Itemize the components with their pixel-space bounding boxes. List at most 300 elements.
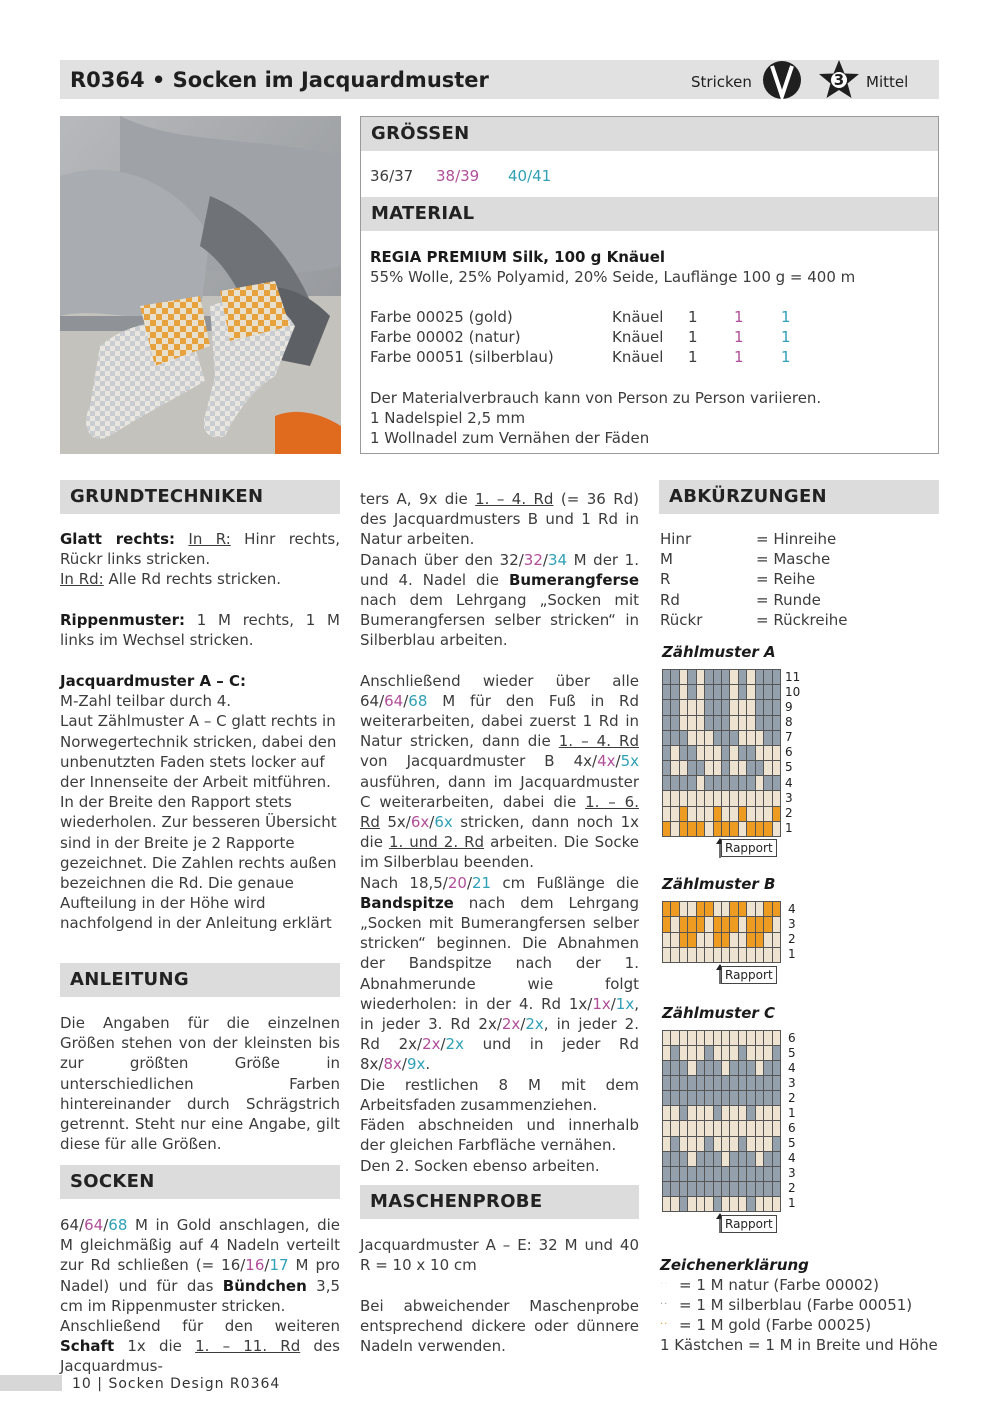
row-number: 2 (788, 1181, 796, 1195)
chart-cell-gold (697, 902, 704, 916)
chart-cell-natur (739, 700, 746, 714)
color-unit: Knäuel (612, 308, 664, 326)
chart-cell-gold (722, 822, 729, 836)
chart-cell-natur (730, 807, 737, 821)
chart-cell-natur (756, 1121, 763, 1135)
chart-cell-silberblau (764, 731, 771, 745)
chart-cell-natur (722, 807, 729, 821)
chart-cell-silberblau (747, 1182, 754, 1196)
chart-cell-gold (705, 902, 712, 916)
chart-cell-natur (680, 1137, 687, 1151)
chart-cell-natur (714, 902, 721, 916)
chart-cell-natur (773, 761, 780, 775)
maschenprobe-text-1: Jacquardmuster A – E: 32 M und 40 R = 10 x 10 cm (360, 1236, 639, 1275)
schaft-continued: ters A, 9x die 1. – 4. Rd (= 36 Rd) des Jacquardmusters B und 1 Rd in Natur arbeiten. (360, 490, 640, 549)
color-name: Farbe 00002 (natur) (370, 328, 521, 346)
chart-cell-silberblau (756, 685, 763, 699)
chart-cell-gold (730, 902, 737, 916)
material-note-2: 1 Nadelspiel 2,5 mm (370, 409, 526, 427)
row-number: 1 (788, 1106, 796, 1120)
chart-cell-natur (739, 822, 746, 836)
chart-cell-silberblau (764, 1182, 771, 1196)
chart-cell-natur (747, 1137, 754, 1151)
row-number: 5 (788, 1046, 796, 1060)
chart-cell-silberblau (773, 1167, 780, 1181)
chart-cell-silberblau (722, 685, 729, 699)
chart-cell-silberblau (705, 1046, 712, 1060)
rippenmuster-text (60, 610, 340, 650)
chart-cell-natur (688, 1106, 695, 1120)
anleitung-heading: ANLEITUNG (60, 963, 340, 997)
chart-cell-silberblau (705, 1137, 712, 1151)
chart-cell-silberblau (705, 776, 712, 790)
chart-cell-silberblau (730, 731, 737, 745)
chart-cell-natur (747, 716, 754, 730)
row-number: 4 (788, 1061, 796, 1075)
chart-cell-natur (697, 731, 704, 745)
chart-cell-natur (739, 948, 746, 962)
chart-cell-natur (756, 1106, 763, 1120)
chart-cell-natur (714, 1121, 721, 1135)
chart-cell-natur (714, 1031, 721, 1045)
chart-cell-silberblau (739, 670, 746, 684)
chart-cell-silberblau (671, 1167, 678, 1181)
chart-cell-natur (697, 700, 704, 714)
chart-cell-natur (773, 822, 780, 836)
chart-cell-natur (688, 902, 695, 916)
chart-cell-silberblau (773, 1137, 780, 1151)
chart-cell-silberblau (722, 761, 729, 775)
chart-cell-natur (688, 1152, 695, 1166)
chart-cell-silberblau (739, 746, 746, 760)
chart-cell-natur (747, 1031, 754, 1045)
chart-cell-natur (722, 1061, 729, 1075)
chart-a-rapport-label: Rapport (721, 839, 777, 857)
chart-cell-natur (730, 670, 737, 684)
chart-cell-natur (756, 746, 763, 760)
chart-cell-natur (764, 1031, 771, 1045)
chart-cell-natur (705, 948, 712, 962)
chart-cell-natur (747, 731, 754, 745)
chart-cell-silberblau (722, 776, 729, 790)
chart-cell-natur (680, 716, 687, 730)
chart-cell-silberblau (722, 670, 729, 684)
chart-cell-natur (730, 1121, 737, 1135)
inrd-label: In Rd: (60, 570, 104, 589)
chart-a-title: Zählmuster A (662, 643, 776, 661)
chart-cell-gold (714, 917, 721, 931)
chart-cell-silberblau (714, 776, 721, 790)
chart-cell-natur (764, 933, 771, 947)
yarn-description: 55% Wolle, 25% Polyamid, 20% Seide, Lauflänge 100 g = 400 m (370, 268, 856, 286)
chart-cell-silberblau (688, 776, 695, 790)
chart-cell-natur (663, 807, 670, 821)
material-note-3: 1 Wollnadel zum Vernähen der Fäden (370, 429, 650, 447)
chart-cell-silberblau (747, 1152, 754, 1166)
row-number: 5 (788, 1136, 796, 1150)
row-number: 7 (785, 730, 793, 745)
chart-cell-natur (730, 933, 737, 947)
chart-cell-natur (730, 1031, 737, 1045)
chart-cell-natur (697, 1046, 704, 1060)
chart-cell-silberblau (747, 1061, 754, 1075)
chart-cell-natur (688, 807, 695, 821)
chart-cell-gold (756, 917, 763, 931)
rippen-label: Rippenmuster: (60, 611, 185, 629)
row-number: 11 (785, 670, 801, 684)
socken-text: 64/64/68 M in Gold anschlagen, die M gleichmäßig auf 4 Nadeln verteilt zur Rd schließen (= 16/16/17 M pro Nadel) und für das Bündchen 3,5 cm im Rippenmuster stricken. Anschließend für den weiteren Schaft 1x die 1. – 11. Rd des Jacquardmus- (60, 1216, 341, 1376)
chart-cell-silberblau (739, 1076, 746, 1090)
chart-cell-natur (663, 948, 670, 962)
page-number: 10 (72, 1376, 92, 1392)
yarn-name: REGIA PREMIUM Silk, 100 g Knäuel (370, 248, 666, 266)
chart-cell-silberblau (756, 1091, 763, 1105)
chart-cell-silberblau (680, 1106, 687, 1120)
chart-cell-natur (705, 1031, 712, 1045)
chart-cell-silberblau (663, 700, 670, 714)
chart-cell-silberblau (773, 1152, 780, 1166)
chart-cell-natur (688, 1061, 695, 1075)
chart-cell-silberblau (663, 685, 670, 699)
color-name: Farbe 00025 (gold) (370, 308, 513, 326)
chart-cell-silberblau (747, 1076, 754, 1090)
maschenprobe-heading: MASCHENPROBE (360, 1185, 639, 1219)
chart-cell-silberblau (663, 1152, 670, 1166)
chart-cell-silberblau (764, 1061, 771, 1075)
chart-cell-silberblau (739, 1152, 746, 1166)
row-number: 6 (788, 1121, 796, 1135)
chart-cell-gold (764, 917, 771, 931)
chart-cell-gold (756, 933, 763, 947)
chart-cell-silberblau (697, 761, 704, 775)
chart-cell-silberblau (688, 1167, 695, 1181)
chart-cell-silberblau (722, 746, 729, 760)
chart-cell-silberblau (697, 1182, 704, 1196)
qty-size-2: 1 (734, 308, 744, 326)
chart-cell-silberblau (773, 685, 780, 699)
sizes-heading: GRÖSSEN (361, 117, 938, 151)
chart-cell-silberblau (671, 731, 678, 745)
row-number: 6 (785, 745, 793, 760)
chart-cell-silberblau (663, 716, 670, 730)
row-number: 2 (788, 932, 796, 946)
row-number: 4 (788, 1151, 796, 1165)
chart-cell-silberblau (714, 1152, 721, 1166)
chart-cell-natur (722, 1152, 729, 1166)
instructions-column (360, 489, 639, 1176)
chart-cell-natur (697, 1197, 704, 1211)
chart-cell-natur (722, 948, 729, 962)
chart-cell-silberblau (773, 1046, 780, 1060)
chart-cell-natur (722, 1137, 729, 1151)
chart-cell-natur (756, 1061, 763, 1075)
chart-b-row-numbers (788, 902, 796, 962)
legend-item: ·· = 1 M silberblau (Farbe 00051) (660, 1295, 913, 1314)
jacquard-text (60, 671, 340, 934)
chart-cell-gold (714, 822, 721, 836)
chart-cell-natur (697, 746, 704, 760)
chart-cell-natur (705, 807, 712, 821)
chart-cell-natur (697, 807, 704, 821)
material-color-table (370, 307, 791, 367)
ferse-paragraph: Danach über den 32/32/34 M der 1. und 4. Nadel die Bumerangferse nach dem Lehrgang „Socken mit Bumerangfersen selber stricken“ in Silberblau arbeiten. (360, 550, 639, 650)
chart-cell-natur (714, 746, 721, 760)
material-heading: MATERIAL (361, 197, 938, 231)
chart-cell-natur (680, 791, 687, 805)
chart-cell-natur (688, 700, 695, 714)
chart-cell-natur (764, 1106, 771, 1120)
chart-c-rapport-label: Rapport (721, 1215, 777, 1233)
chart-cell-silberblau (697, 1152, 704, 1166)
chart-cell-natur (697, 670, 704, 684)
chart-cell-natur (730, 1197, 737, 1211)
chart-cell-silberblau (705, 700, 712, 714)
chart-cell-natur (773, 1121, 780, 1135)
chart-cell-gold (730, 822, 737, 836)
chart-cell-natur (688, 1046, 695, 1060)
chart-cell-natur (714, 1046, 721, 1060)
chart-cell-natur (730, 1137, 737, 1151)
chart-cell-gold (680, 807, 687, 821)
chart-cell-silberblau (730, 1076, 737, 1090)
inr-text: Hinr rechts, Rückr links stricken. (60, 530, 340, 569)
legend-item: ·· = 1 M gold (Farbe 00025) (660, 1315, 872, 1334)
abbreviation-item: M = Masche (660, 550, 831, 569)
chart-cell-natur (756, 902, 763, 916)
chart-cell-silberblau (688, 685, 695, 699)
chart-cell-silberblau (739, 1091, 746, 1105)
chart-cell-gold (671, 902, 678, 916)
chart-cell-natur (697, 716, 704, 730)
chart-cell-silberblau (680, 731, 687, 745)
size-1: 36/37 (370, 167, 414, 185)
legend-list (660, 1275, 938, 1355)
chart-cell-gold (747, 822, 754, 836)
chart-cell-gold (722, 933, 729, 947)
chart-cell-natur (747, 1121, 754, 1135)
chart-cell-gold (722, 917, 729, 931)
chart-cell-natur (671, 1106, 678, 1120)
qty-size-2: 1 (734, 328, 744, 346)
chart-cell-natur (747, 670, 754, 684)
chart-cell-natur (688, 1031, 695, 1045)
finish-paragraph-2: Fäden abschneiden und innerhalb der gleichen Farbfläche vernähen. (360, 1116, 639, 1155)
chart-cell-silberblau (714, 716, 721, 730)
legend-title: Zeichenerklärung (660, 1256, 809, 1274)
chart-cell-natur (722, 902, 729, 916)
inrd-text: Alle Rd rechts stricken. (103, 570, 281, 589)
chart-cell-silberblau (722, 716, 729, 730)
chart-cell-silberblau (705, 1061, 712, 1075)
chart-cell-natur (739, 917, 746, 931)
chart-cell-natur (756, 807, 763, 821)
chart-cell-natur (756, 791, 763, 805)
chart-cell-natur (671, 807, 678, 821)
chart-cell-natur (663, 1031, 670, 1045)
chart-cell-silberblau (697, 1091, 704, 1105)
chart-cell-natur (747, 948, 754, 962)
chart-cell-natur (730, 948, 737, 962)
chart-cell-silberblau (773, 731, 780, 745)
chart-cell-natur (730, 700, 737, 714)
chart-cell-natur (722, 1197, 729, 1211)
difficulty-number: 3 (833, 71, 845, 89)
chart-cell-silberblau (705, 685, 712, 699)
chart-cell-silberblau (705, 1091, 712, 1105)
chart-cell-silberblau (688, 670, 695, 684)
chart-cell-natur (688, 1137, 695, 1151)
chart-cell-natur (697, 1121, 704, 1135)
chart-cell-natur (764, 791, 771, 805)
chart-cell-silberblau (663, 670, 670, 684)
color-unit: Knäuel (612, 328, 664, 346)
chart-cell-silberblau (730, 1152, 737, 1166)
v-stitch-icon (761, 60, 803, 100)
chart-cell-silberblau (671, 1061, 678, 1075)
chart-cell-natur (705, 791, 712, 805)
chart-cell-natur (697, 685, 704, 699)
chart-cell-natur (688, 948, 695, 962)
chart-cell-natur (688, 791, 695, 805)
chart-cell-silberblau (705, 716, 712, 730)
chart-cell-natur (730, 791, 737, 805)
jacquard-label: Jacquardmuster A – C: (60, 672, 247, 690)
chart-cell-silberblau (730, 1167, 737, 1181)
chart-cell-natur (730, 716, 737, 730)
chart-cell-silberblau (730, 1091, 737, 1105)
chart-cell-natur (739, 791, 746, 805)
qty-size-1: 1 (688, 308, 698, 326)
chart-cell-silberblau (747, 1167, 754, 1181)
qty-size-3: 1 (781, 308, 791, 326)
chart-cell-silberblau (722, 1167, 729, 1181)
chart-cell-natur (730, 761, 737, 775)
footer-title: Socken Design R0364 (108, 1376, 281, 1392)
difficulty-label: Mittel (866, 73, 909, 91)
chart-cell-silberblau (773, 700, 780, 714)
chart-cell-silberblau (680, 746, 687, 760)
chart-cell-natur (671, 746, 678, 760)
swatch-silberblau-icon: ·· (660, 1298, 669, 1310)
chart-cell-gold (663, 917, 670, 931)
chart-cell-natur (671, 1121, 678, 1135)
chart-cell-natur (680, 1031, 687, 1045)
chart-cell-natur (688, 731, 695, 745)
chart-cell-silberblau (697, 1076, 704, 1090)
chart-cell-natur (739, 1031, 746, 1045)
chart-cell-natur (756, 1046, 763, 1060)
chart-cell-natur (705, 731, 712, 745)
chart-cell-silberblau (671, 685, 678, 699)
chart-cell-silberblau (714, 1106, 721, 1120)
chart-cell-natur (663, 1121, 670, 1135)
row-number: 3 (788, 917, 796, 931)
chart-cell-natur (747, 700, 754, 714)
chart-cell-silberblau (722, 1182, 729, 1196)
chart-cell-gold (747, 933, 754, 947)
chart-cell-natur (764, 948, 771, 962)
chart-cell-natur (671, 1197, 678, 1211)
chart-cell-silberblau (671, 1076, 678, 1090)
chart-cell-natur (739, 1197, 746, 1211)
chart-cell-natur (680, 948, 687, 962)
size-list (370, 166, 551, 186)
chart-cell-silberblau (747, 746, 754, 760)
chart-cell-gold (756, 822, 763, 836)
technique-label: Stricken (691, 73, 752, 91)
chart-cell-natur (671, 761, 678, 775)
chart-cell-natur (764, 1197, 771, 1211)
chart-cell-silberblau (722, 700, 729, 714)
chart-cell-silberblau (714, 1091, 721, 1105)
chart-cell-natur (680, 700, 687, 714)
chart-cell-silberblau (714, 731, 721, 745)
chart-cell-natur (705, 1121, 712, 1135)
chart-cell-natur (747, 791, 754, 805)
chart-cell-natur (714, 1137, 721, 1151)
chart-cell-gold (764, 822, 771, 836)
chart-cell-gold (688, 933, 695, 947)
chart-cell-gold (773, 902, 780, 916)
chart-cell-natur (756, 731, 763, 745)
chart-cell-natur (730, 746, 737, 760)
chart-b-rapport-label: Rapport (721, 966, 777, 984)
chart-cell-natur (663, 1046, 670, 1060)
chart-cell-natur (764, 807, 771, 821)
chart-cell-gold (688, 917, 695, 931)
chart-cell-natur (663, 1137, 670, 1151)
chart-cell-natur (773, 791, 780, 805)
chart-cell-silberblau (739, 1182, 746, 1196)
chart-cell-natur (663, 791, 670, 805)
chart-cell-natur (671, 1031, 678, 1045)
chart-cell-natur (756, 1031, 763, 1045)
chart-cell-gold (764, 902, 771, 916)
chart-cell-silberblau (739, 1061, 746, 1075)
chart-cell-silberblau (714, 670, 721, 684)
chart-cell-silberblau (756, 716, 763, 730)
chart-cell-natur (764, 761, 771, 775)
row-number: 3 (785, 790, 793, 805)
chart-cell-natur (663, 1106, 670, 1120)
chart-cell-silberblau (722, 1076, 729, 1090)
chart-cell-natur (680, 1121, 687, 1135)
chart-cell-natur (671, 791, 678, 805)
chart-cell-gold (680, 822, 687, 836)
abbreviation-item: Rd = Runde (660, 590, 821, 609)
legend-item: ·· = 1 M natur (Farbe 00002) (660, 1275, 879, 1294)
chart-cell-silberblau (730, 776, 737, 790)
row-number: 3 (788, 1076, 796, 1090)
chart-cell-natur (663, 1197, 670, 1211)
chart-cell-silberblau (764, 1152, 771, 1166)
chart-cell-gold (730, 917, 737, 931)
chart-cell-natur (680, 1046, 687, 1060)
chart-cell-natur (739, 716, 746, 730)
chart-cell-natur (671, 822, 678, 836)
chart-cell-natur (739, 1121, 746, 1135)
chart-cell-natur (663, 933, 670, 947)
chart-cell-natur (697, 791, 704, 805)
chart-cell-silberblau (671, 1091, 678, 1105)
abbreviation-item: Hinr = Hinreihe (660, 530, 837, 548)
chart-cell-silberblau (773, 1076, 780, 1090)
chart-cell-silberblau (680, 1167, 687, 1181)
chart-cell-natur (756, 948, 763, 962)
chart-c-title: Zählmuster C (662, 1004, 776, 1022)
fuss-paragraph: Anschließend wieder über alle 64/64/68 M für den Fuß in Rd weiterarbeiten, dabei zuerst 1 Rd in Natur stricken, dann die 1. – 4. Rd von Jacquardmuster B 4x/4x/5x ausführen, dann im Jacquardmuster C weiterarbeiten, dabei die 1. – 6. Rd 5x/6x/6x stricken, dann noch 1x die 1. und 2. Rd arbeiten. Die Socke im Silberblau beenden. (360, 671, 640, 872)
chart-cell-silberblau (680, 776, 687, 790)
